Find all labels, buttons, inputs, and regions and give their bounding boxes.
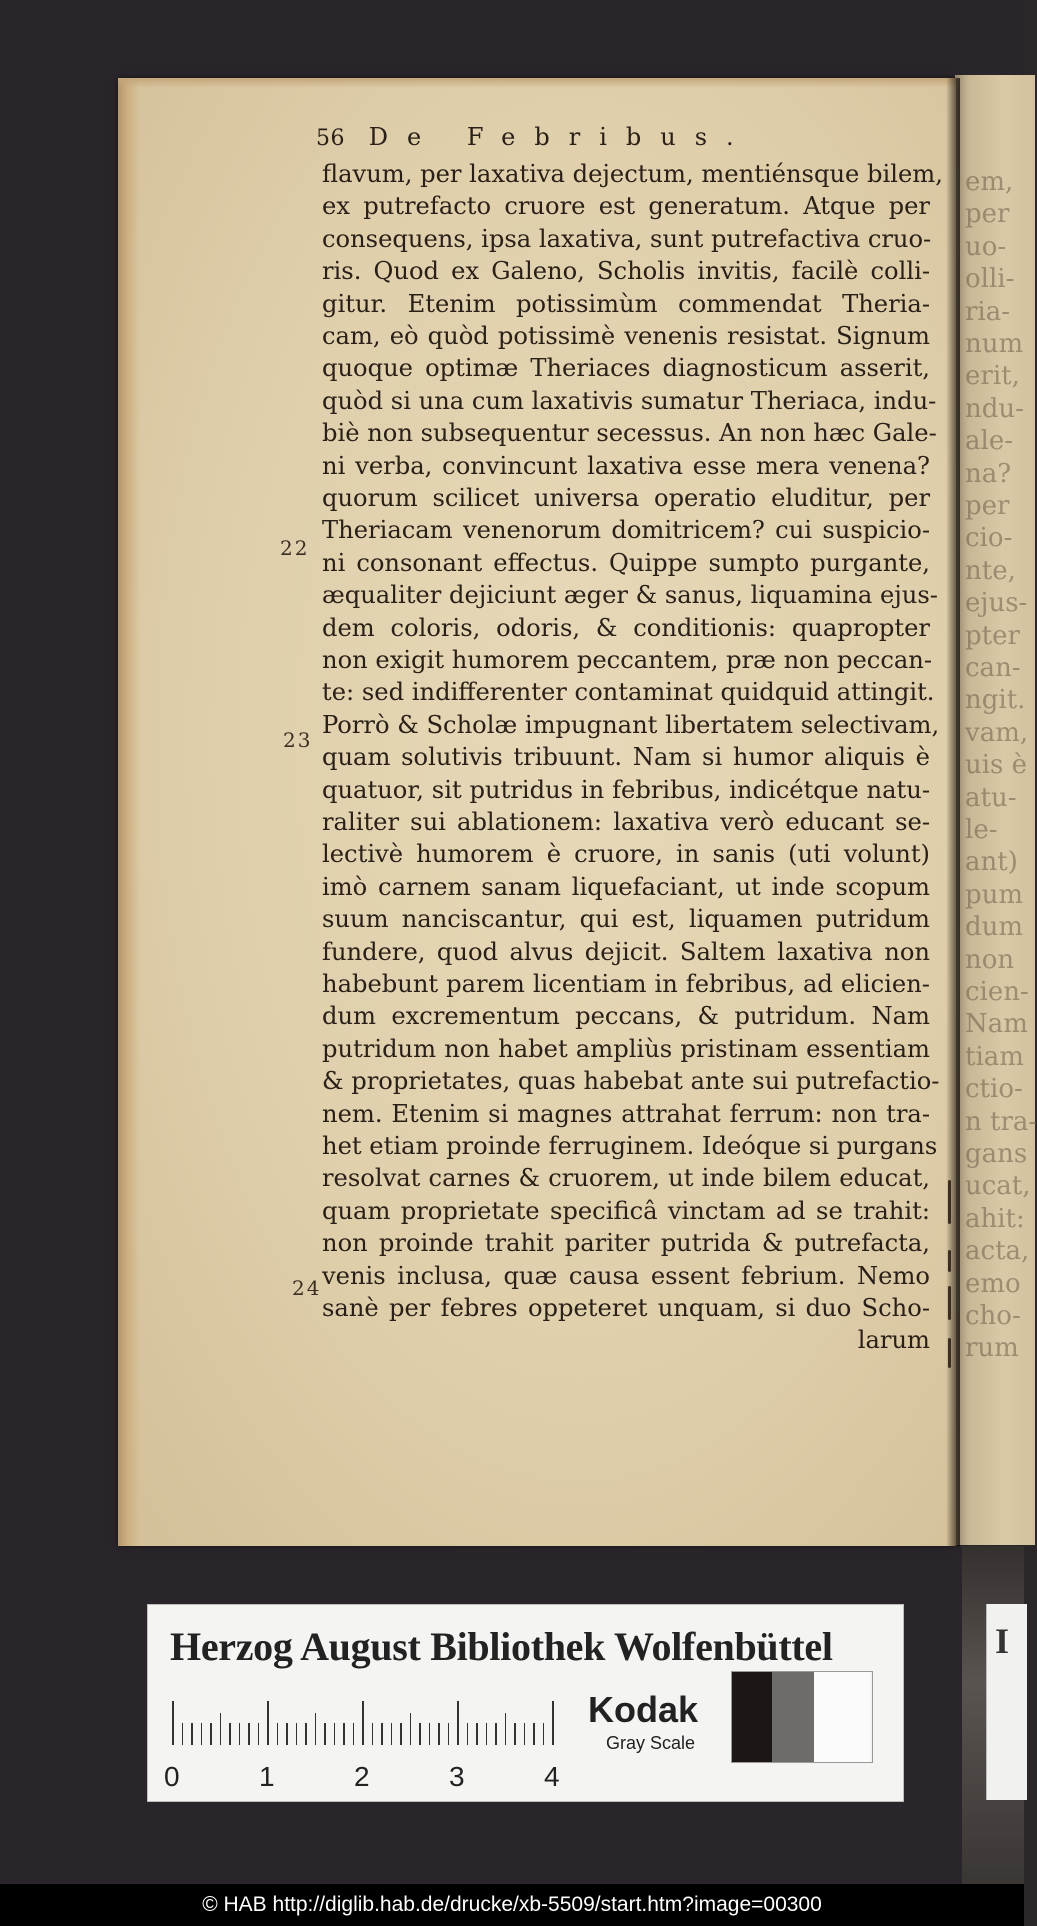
facing-page-fragment: uis è: [965, 750, 1028, 781]
text-line: het etiam proinde ferruginem. Ideóque si purgans: [322, 1132, 938, 1160]
ruler-number: 4: [544, 1761, 560, 1792]
facing-page-fragment: per: [965, 491, 1010, 521]
text-line: cam, eò quòd potissimè venenis resistat. Signum: [322, 322, 930, 350]
text-line: sanè per febres oppeteret unquam, si duo Scho-: [322, 1294, 930, 1322]
ruler-tick: [362, 1701, 364, 1745]
page-edge-left: [118, 78, 140, 1546]
ruler-tick: [505, 1713, 507, 1745]
text-line: ni consonant effectus. Quippe sumpto purgante,: [322, 548, 930, 577]
kodak-logo: Kodak: [588, 1689, 699, 1730]
ruler-tick: [324, 1723, 326, 1745]
facing-page-fragment: olli-: [965, 264, 1015, 295]
ruler-tick: [182, 1723, 184, 1745]
text-line: Porrò & Scholæ impugnant libertatem selectivam,: [322, 710, 940, 739]
ruler-tick: [400, 1723, 402, 1745]
text-line: ris. Quod ex Galeno, Scholis invitis, facilè colli-: [322, 257, 930, 286]
ruler-number: 3: [449, 1761, 465, 1792]
ruler-tick: [524, 1723, 526, 1745]
library-name: Herzog August Bibliothek Wolfenbüttel: [170, 1624, 833, 1669]
facing-page-fragment: ant): [965, 847, 1018, 878]
text-line: raliter sui ablationem: laxativa verò educant se-: [322, 808, 930, 836]
ruler-tick: [467, 1723, 469, 1745]
ruler-tick: [353, 1723, 355, 1745]
ruler-tick: [438, 1723, 440, 1745]
text-line: quòd si una cum laxativis sumatur Theriaca, indu-: [322, 386, 937, 415]
facing-page-fragment: cien-: [965, 977, 1029, 1007]
ruler-tick: [334, 1723, 336, 1745]
running-title: De Febribus.: [368, 123, 753, 151]
ruler-tick: [514, 1723, 516, 1745]
facing-page-fragment: pum: [965, 879, 1024, 910]
text-line: biè non subsequentur secessus. An non hæc Gale-: [322, 419, 937, 448]
facing-page-fragment: ria-: [965, 296, 1011, 327]
ruler-tick: [239, 1723, 241, 1745]
facing-page-fragment: cio-: [965, 523, 1013, 554]
facing-page-fragment: gans: [965, 1139, 1028, 1169]
ruler-tick: [543, 1723, 545, 1745]
text-line: quam proprietate specificâ vinctam ad se trahit:: [322, 1196, 930, 1225]
facing-page-fragment: atu-: [965, 782, 1017, 813]
facing-page-fragment: vam,: [965, 717, 1029, 748]
facing-page-fragment: nte,: [965, 555, 1016, 586]
ruler-tick: [248, 1723, 250, 1745]
ruler-tick: [210, 1723, 212, 1745]
ruler-tick: [172, 1701, 174, 1745]
facing-page-fragment: ndu-: [965, 393, 1024, 424]
margin-number-23: 23: [283, 728, 313, 752]
facing-page-fragment: ahit:: [965, 1203, 1025, 1234]
facing-page-fragment: em,: [965, 167, 1014, 197]
ruler-tick: [552, 1701, 554, 1745]
text-line: non exigit humorem peccantem, præ non peccan-: [322, 646, 933, 674]
text-line: nem. Etenim si magnes attrahat ferrum: non tra-: [322, 1099, 930, 1128]
text-line: gitur. Etenim potissimùm commendat Theria-: [322, 289, 930, 318]
text-line: suum nanciscantur, qui est, liquamen putridum: [322, 905, 930, 934]
text-line: dum excrementum peccans, & putridum. Nam: [322, 1002, 930, 1031]
margin-number-22: 22: [280, 536, 310, 560]
facing-page-fragment: per: [965, 199, 1010, 230]
text-line: lectivè humorem è cruore, in sanis (uti volunt): [322, 840, 930, 869]
facing-page-fragment: num: [965, 329, 1024, 359]
facing-page-fragment: erit,: [965, 361, 1020, 392]
ruler-tick: [229, 1723, 231, 1745]
facing-page-fragment: Nam: [965, 1009, 1028, 1040]
facing-page-fragment: emo: [965, 1268, 1021, 1299]
text-line: habebunt parem licentiam in febribus, ad elicien-: [322, 970, 930, 998]
facing-page-fragment: rum: [965, 1333, 1019, 1364]
text-line: quatuor, sit putridus in febribus, indicétque natu-: [322, 775, 930, 804]
ruler-tick: [220, 1713, 222, 1745]
ruler-tick: [448, 1723, 450, 1745]
margin-number-24: 24: [292, 1276, 322, 1300]
facing-page-fragment: pter: [965, 620, 1020, 651]
text-line: resolvat carnes & cruorem, ut inde bilem educat,: [322, 1164, 930, 1193]
page-edge-top: [118, 78, 956, 88]
text-line: imò carnem sanam liquefaciant, ut inde scopum: [322, 872, 930, 901]
text-line: te: sed indifferenter contaminat quidquid attingit.: [322, 678, 935, 707]
text-line: larum: [857, 1326, 930, 1355]
footer-copyright: © HAB http://diglib.hab.de/drucke/xb-5509/start.htm?image=00300: [202, 1893, 822, 1916]
ruler-tick: [533, 1723, 535, 1745]
ruler-tick: [391, 1723, 393, 1745]
ruler-tick: [267, 1701, 269, 1745]
ruler-number: 0: [164, 1761, 180, 1792]
facing-page-fragment: ejus-: [965, 588, 1028, 619]
text-line: & proprietates, quas habebat ante sui putrefactio-: [322, 1067, 940, 1096]
facing-page-fragment: can-: [965, 653, 1021, 683]
text-line: flavum, per laxativa dejectum, mentiénsque bilem,: [322, 160, 943, 188]
facing-page-fragment: le-: [965, 815, 998, 845]
facing-page-fragment: non: [965, 944, 1015, 975]
text-line: ex putrefacto cruore est generatum. Atque per: [322, 192, 930, 221]
ruler-tick: [191, 1723, 193, 1745]
text-line: fundere, quod alvus dejicit. Saltem laxativa non: [322, 937, 930, 966]
text-line: dem coloris, odoris, & conditionis: quapropter: [322, 613, 930, 642]
ruler-tick: [201, 1723, 203, 1745]
facing-page-fragment: ngit.: [965, 685, 1026, 716]
footer-bar: [0, 1884, 1024, 1926]
text-line: quam solutivis tribuunt. Nam si humor aliquis è: [322, 743, 930, 772]
text-line: quoque optimæ Theriaces diagnosticum asserit,: [322, 354, 930, 383]
ruler-tick: [258, 1723, 260, 1745]
facing-page-fragment: cho-: [965, 1301, 1021, 1331]
facing-page-fragment: na?: [965, 458, 1012, 489]
facing-page-fragment: uo-: [965, 231, 1007, 262]
facing-page-fragment: ale-: [965, 426, 1013, 457]
ruler-tick: [372, 1723, 374, 1745]
page-number: 56: [316, 126, 345, 151]
ruler-tick: [315, 1713, 317, 1745]
ruler-tick: [277, 1723, 279, 1745]
ink-marks: [944, 1170, 956, 1390]
color-calibration-card: [147, 1604, 904, 1802]
facing-page-fragment: n tra-: [965, 1106, 1037, 1137]
ruler-tick: [305, 1723, 307, 1745]
stub-letter: I: [995, 1621, 1010, 1661]
text-line: putridum non habet ampliùs pristinam essentiam: [322, 1034, 930, 1063]
text-line: non proinde trahit pariter putrida & putrefacta,: [322, 1229, 930, 1258]
color-card-stub: [986, 1604, 1027, 1800]
ruler-tick: [343, 1723, 345, 1745]
text-line: consequens, ipsa laxativa, sunt putrefactiva cruo-: [322, 224, 932, 253]
text-line: quorum scilicet universa operatio eluditur, per: [322, 484, 930, 512]
ruler-tick: [286, 1723, 288, 1745]
running-head: [316, 122, 816, 152]
ruler-tick: [296, 1723, 298, 1745]
ruler-tick: [457, 1701, 459, 1745]
facing-page-fragment: acta,: [965, 1236, 1030, 1267]
gray-patch: [732, 1672, 772, 1762]
gray-patch: [772, 1672, 814, 1762]
gray-scale-label: Gray Scale: [606, 1733, 696, 1753]
gray-scale-patches: [731, 1671, 873, 1763]
ruler-tick: [476, 1723, 478, 1745]
facing-page-fragment: ucat,: [965, 1171, 1031, 1202]
text-line: venis inclusa, quæ causa essent febrium. Nemo: [322, 1261, 930, 1290]
ruler-number: 2: [354, 1761, 370, 1792]
ruler-tick: [486, 1723, 488, 1745]
ruler-tick: [419, 1723, 421, 1745]
facing-page-fragment: ctio-: [965, 1074, 1023, 1105]
ruler-tick: [429, 1723, 431, 1745]
text-line: ni verba, convincunt laxativa esse mera venena?: [322, 451, 930, 480]
facing-page-fragment: dum: [965, 912, 1024, 943]
facing-page-fragment: tiam: [965, 1041, 1024, 1072]
gray-patch: [814, 1672, 870, 1762]
facing-page: [955, 75, 1035, 1545]
text-line: Theriacam venenorum domitricem? cui suspicio-: [322, 516, 930, 545]
ruler-tick: [381, 1723, 383, 1745]
text-line: æqualiter dejiciunt æger & sanus, liquamina ejus-: [322, 581, 938, 610]
ruler-tick: [495, 1723, 497, 1745]
ruler-number: 1: [259, 1761, 275, 1792]
ruler-tick: [410, 1713, 412, 1745]
